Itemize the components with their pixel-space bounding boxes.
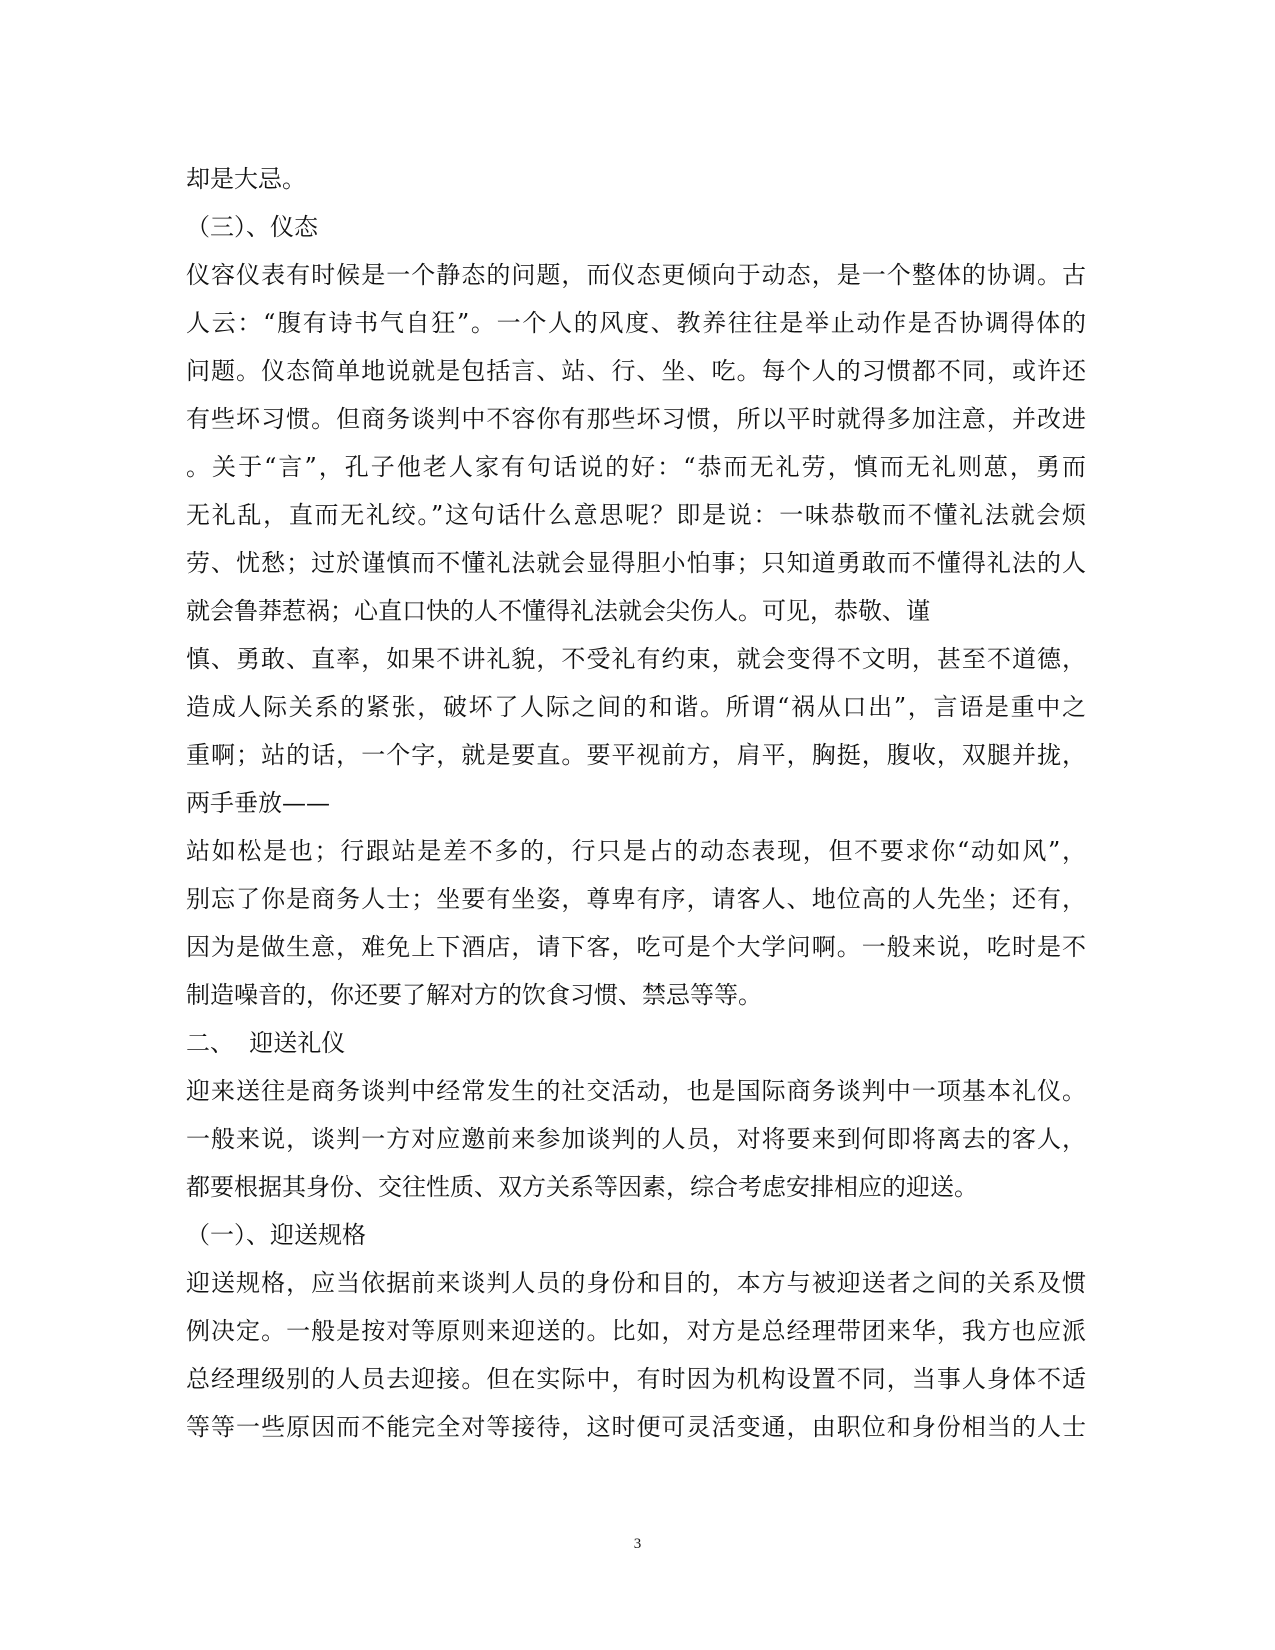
text-line: 迎送规格，应当依据前来谈判人员的身份和目的，本方与被迎送者之间的关系及惯 (186, 1269, 1086, 1297)
section-heading: （三）、仪态 (186, 213, 318, 241)
text-line: 总经理级别的人员去迎接。但在实际中，有时因为机构设置不同，当事人身体不适 (186, 1365, 1086, 1393)
text-line: 因为是做生意，难免上下酒店，请下客，吃可是个大学问啊。一般来说，吃时是不 (186, 933, 1086, 961)
text-line: 人云：“腹有诗书气自狂”。一个人的风度、教养往往是举止动作是否协调得体的 (186, 309, 1086, 337)
text-line: 都要根据其身份、交往性质、双方关系等因素，综合考虑安排相应的迎送。 (186, 1173, 978, 1201)
section-heading: （一）、迎送规格 (186, 1221, 366, 1249)
text-line: 就会鲁莽惹祸；心直口快的人不懂得礼法就会尖伤人。可见，恭敬、谨 (186, 597, 930, 625)
text-line: 两手垂放—— (186, 789, 330, 817)
text-line: 例决定。一般是按对等原则来迎送的。比如，对方是总经理带团来华，我方也应派 (186, 1317, 1086, 1345)
text-line: 一般来说，谈判一方对应邀前来参加谈判的人员，对将要来到何即将离去的客人， (186, 1125, 1086, 1153)
text-line: 无礼乱，直而无礼绞。”这句话什么意思呢？即是说：一味恭敬而不懂礼法就会烦 (186, 501, 1086, 529)
text-line: 有些坏习惯。但商务谈判中不容你有那些坏习惯，所以平时就得多加注意，并改进 (186, 405, 1086, 433)
text-line: 别忘了你是商务人士；坐要有坐姿，尊卑有序，请客人、地位高的人先坐；还有， (186, 885, 1086, 913)
text-line: 劳、忧愁；过於谨慎而不懂礼法就会显得胆小怕事；只知道勇敢而不懂得礼法的人 (186, 549, 1086, 577)
text-line: 重啊；站的话，一个字，就是要直。要平视前方，肩平，胸挺，腹收，双腿并拢， (186, 741, 1086, 769)
page-number: 3 (633, 1536, 642, 1552)
text-line: 却是大忌。 (186, 165, 306, 193)
text-line: 制造噪音的，你还要了解对方的饮食习惯、禁忌等等。 (186, 981, 762, 1009)
text-line: 迎来送往是商务谈判中经常发生的社交活动，也是国际商务谈判中一项基本礼仪。 (186, 1077, 1086, 1105)
text-line: 慎、勇敢、直率，如果不讲礼貌，不受礼有约束，就会变得不文明，甚至不道德， (186, 645, 1086, 673)
text-line: 造成人际关系的紧张，破坏了人际之间的和谐。所谓“祸从口出”，言语是重中之 (186, 693, 1086, 721)
body-text (186, 155, 1086, 1451)
text-line: 问题。仪态简单地说就是包括言、站、行、坐、吃。每个人的习惯都不同，或许还 (186, 357, 1086, 385)
text-line: 等等一些原因而不能完全对等接待，这时便可灵活变通，由职位和身份相当的人士 (186, 1413, 1086, 1441)
text-line: 仪容仪表有时候是一个静态的问题，而仪态更倾向于动态，是一个整体的协调。古 (186, 261, 1086, 289)
section-heading: 二、 迎送礼仪 (186, 1029, 346, 1057)
text-line: 。关于“言”，孔子他老人家有句话说的好：“恭而无礼劳，慎而无礼则葸，勇而 (186, 453, 1086, 481)
text-line: 站如松是也；行跟站是差不多的，行只是占的动态表现，但不要求你“动如风”， (186, 837, 1086, 865)
